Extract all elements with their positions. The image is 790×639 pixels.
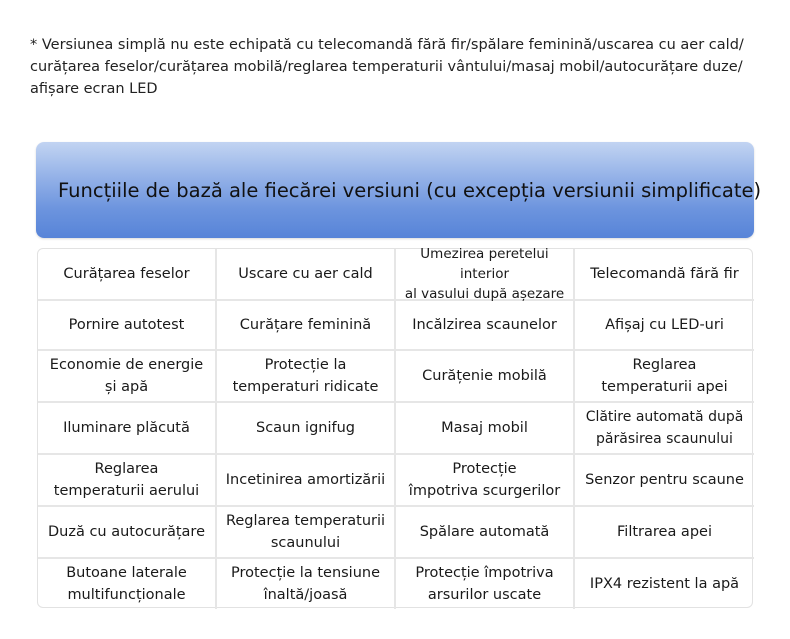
feature-cell: Protecție la tensiune înaltă/joasă [217,559,396,609]
feature-cell: Incălzirea scaunelor [396,301,575,351]
feature-cell: Senzor pentru scaune [575,455,754,507]
feature-cell: Scaun ignifug [217,403,396,455]
feature-cell: Economie de energie și apă [38,351,217,403]
features-header-banner [36,142,762,238]
feature-cell: Reglarea temperaturii scaunului [217,507,396,559]
feature-cell: Reglarea temperaturii aerului [38,455,217,507]
feature-cell: Filtrarea apei [575,507,754,559]
feature-cell: Masaj mobil [396,403,575,455]
feature-cell: Curățarea feselor [38,249,217,301]
feature-cell: Uscare cu aer cald [217,249,396,301]
feature-cell: Afișaj cu LED-uri [575,301,754,351]
feature-cell: Protecție la temperaturi ridicate [217,351,396,403]
feature-cell: Butoane laterale multifuncționale [38,559,217,609]
feature-cell: Curățare feminină [217,301,396,351]
feature-cell: Pornire autotest [38,301,217,351]
feature-cell: Iluminare plăcută [38,403,217,455]
feature-cell: Protecție împotriva arsurilor uscate [396,559,575,609]
version-note: * Versiunea simplă nu este echipată cu telecomandă fără fir/spălare feminină/uscarea cu aer cald/ curățarea feselor/curățarea mobilă/reglarea temperaturii vântului/masaj mobil/autocurățare duze/ afișare ecran LED [30,37,744,97]
feature-cell: Telecomandă fără fir [575,249,754,301]
feature-cell: IPX4 rezistent la apă [589,576,740,592]
feature-cell: Curățenie mobilă [396,351,575,403]
feature-cell: Duză cu autocurățare [38,507,217,559]
feature-cell: Protecție împotriva scurgerilor [396,455,575,507]
feature-cell: Clătire automată după părăsirea scaunului [575,403,754,455]
feature-cell: Reglarea temperaturii apei [575,351,754,403]
features-header-title: Funcțiile de bază ale fiecărei versiuni (cu excepția versiunii simplificate) [58,178,762,202]
feature-cell: Umezirea peretelui interior al vasului după așezare [396,249,575,301]
feature-cell: Spălare automată [396,507,575,559]
features-table [37,248,753,608]
feature-cell: Incetinirea amortizării [217,455,396,507]
